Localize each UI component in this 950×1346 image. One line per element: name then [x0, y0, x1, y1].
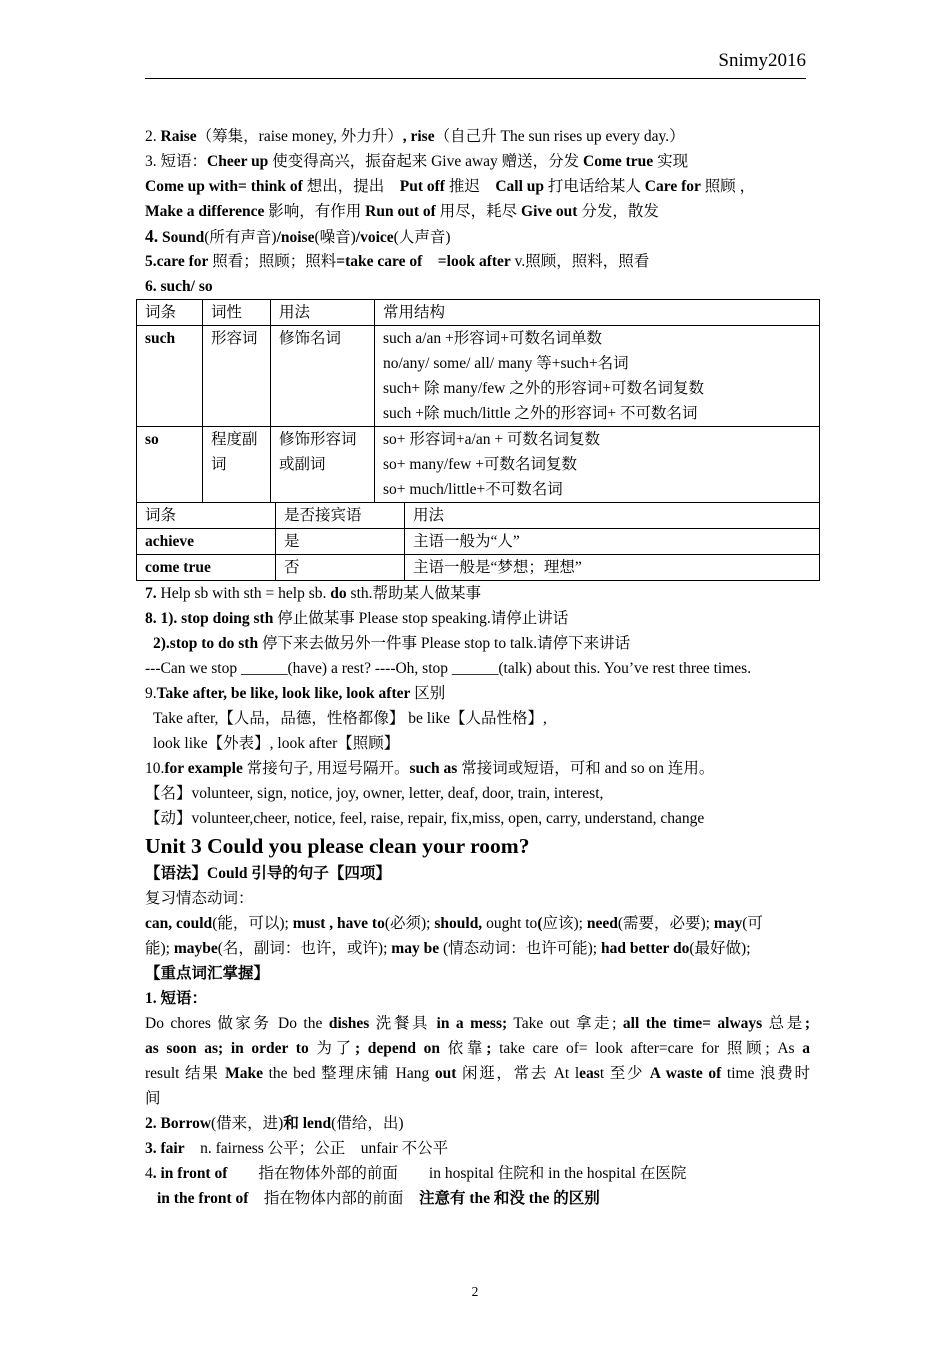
page-number: 2	[471, 1284, 479, 1299]
phrases-para-4: 间	[145, 1090, 161, 1107]
help-line: 7. Help sb with sth = help sb. do sth.帮助某人做某事	[145, 585, 481, 602]
table-header-cell: 用法	[271, 300, 375, 326]
phrases-para-1: Do chores 做家务 Do the dishes 洗餐具 in a mess; Take out 拿走; all the time= always 总是;	[145, 1015, 810, 1032]
table-cell-object: 否	[276, 555, 405, 581]
header-text: Snimy2016	[718, 50, 806, 71]
phrases-line-3: Make a difference 影响，有作用 Run out of 用尽，耗尽 Give out 分发，散发	[145, 203, 659, 220]
phrases-line-2: Come up with= think of 想出，提出 Put off 推迟 Call up 打电话给某人 Care for 照顾 ，	[145, 178, 756, 195]
structure-item: such +除 much/little 之外的形容词+ 不可数名词	[383, 405, 698, 422]
table-cell-usage: 主语一般为“人”	[405, 529, 820, 555]
table-cell-structures	[375, 427, 820, 503]
table-cell-object: 是	[276, 529, 405, 555]
verbs-line: 【动】volunteer,cheer, notice, feel, raise, repair, fix,miss, open, carry, understand, change	[145, 810, 705, 827]
structure-item: so+ much/little+不可数名词	[383, 481, 563, 498]
table-header-cell: 词条	[137, 300, 203, 326]
modal-line-1: can, could(能，可以); must , have to(必须); should, ought to(应该); need(需要，必要); may(可	[145, 915, 763, 932]
sound-line: 4. Sound(所有声音)/noise(噪音)/voice(人声音)	[145, 226, 451, 246]
table-cell-usage: 修饰形容词或副词	[271, 427, 375, 503]
borrow-line: 2. Borrow(借来，进)和 lend(借给，出)	[145, 1115, 404, 1132]
structure-item: so+ many/few +可数名词复数	[383, 456, 577, 473]
phrases-line-1: 3. 短语：Cheer up 使变得高兴，振奋起来 Give away 赠送，分发 Come true 实现	[145, 153, 689, 170]
take-after-line: Take after,【人品，品德，性格都像】 be like【人品性格】,	[153, 710, 547, 727]
fair-line: 3. fair n. fairness 公平；公正 unfair 不公平	[145, 1140, 449, 1157]
table-cell-word: achieve	[137, 529, 276, 555]
table-header-cell: 是否接宾语	[276, 503, 405, 529]
phrases-heading: 1. 短语：	[145, 990, 208, 1007]
structure-item: such+ 除 many/few 之外的形容词+可数名词复数	[383, 380, 704, 397]
stop-exercise-line: ---Can we stop ______(have) a rest? ----Oh, stop ______(talk) about this. You’ve rest three times.	[145, 660, 752, 677]
look-like-line: look like【外表】, look after【照顾】	[153, 735, 400, 752]
unit-3-title: Unit 3 Could you please clean your room?	[145, 834, 530, 858]
table-row	[137, 529, 820, 555]
table-cell-pos: 形容词	[203, 326, 271, 427]
table-cell-usage: 修饰名词	[271, 326, 375, 427]
table-cell-pos: 程度副词	[203, 427, 271, 503]
table-cell-word: so	[137, 427, 203, 503]
page-body	[145, 124, 810, 1211]
such-so-heading: 6. such/ so	[145, 278, 213, 295]
table-row	[137, 555, 820, 581]
table-header-cell: 用法	[405, 503, 820, 529]
table-cell-word: such	[137, 326, 203, 427]
in-front-of-line: 4. in front of 指在物体外部的前面 in hospital 住院和 in the hospital 在医院	[145, 1165, 687, 1182]
table-header-row	[137, 300, 820, 326]
raise-line: 2. Raise（筹集，raise money, 外力升）, rise（自己升 The sun rises up every day.）	[145, 128, 685, 145]
care-for-line: 5.care for 照看；照顾；照料=take care of =look after v.照顾，照料，照看	[145, 253, 650, 270]
phrases-para-2: as soon as; in order to 为了; depend on 依靠; take care of= look after=care for 照顾; As a	[145, 1040, 810, 1057]
structure-item: no/any/ some/ all/ many 等+such+名词	[383, 355, 629, 372]
phrases-para-3: result 结果 Make the bed 整理床铺 Hang out 闲逛，常去 At least 至少 A waste of time 浪费时	[145, 1065, 810, 1082]
nouns-line: 【名】volunteer, sign, notice, joy, owner, letter, deaf, door, train, interest,	[145, 785, 604, 802]
take-after-heading: 9.Take after, be like, look like, look after 区别	[145, 685, 446, 702]
table-row-so	[137, 427, 820, 503]
structure-item: so+ 形容词+a/an + 可数名词复数	[383, 431, 600, 448]
table-header-cell: 常用结构	[375, 300, 820, 326]
table-cell-word: come true	[137, 555, 276, 581]
table-row-such	[137, 326, 820, 427]
header-rule	[145, 78, 806, 79]
table-cell-structures	[375, 326, 820, 427]
table-header-cell: 词性	[203, 300, 271, 326]
such-so-table	[136, 299, 820, 503]
structure-item: such a/an +形容词+可数名词单数	[383, 330, 602, 347]
table-cell-usage: 主语一般是“梦想；理想”	[405, 555, 820, 581]
table-header-row	[137, 503, 820, 529]
review-line: 复习情态动词：	[145, 890, 254, 907]
stop-doing-line: 8. 1). stop doing sth 停止做某事 Please stop speaking.请停止讲话	[145, 610, 569, 627]
in-the-front-of-line: in the front of 指在物体内部的前面 注意有 the 和没 the 的区别	[157, 1190, 600, 1207]
stop-to-do-line: 2).stop to do sth 停下来去做另外一件事 Please stop to talk.请停下来讲话	[153, 635, 631, 652]
achieve-table	[136, 502, 820, 581]
grammar-heading: 【语法】Could 引导的句子【四项】	[145, 865, 391, 882]
for-example-line: 10.for example 常接句子, 用逗号隔开。such as 常接词或短语，可和 and so on 连用。	[145, 760, 715, 777]
table-header-cell: 词条	[137, 503, 276, 529]
modal-line-2: 能); maybe(名，副词：也许，或许); may be (情态动词：也许可能); had better do(最好做);	[145, 940, 751, 957]
vocab-heading: 【重点词汇掌握】	[145, 965, 270, 982]
